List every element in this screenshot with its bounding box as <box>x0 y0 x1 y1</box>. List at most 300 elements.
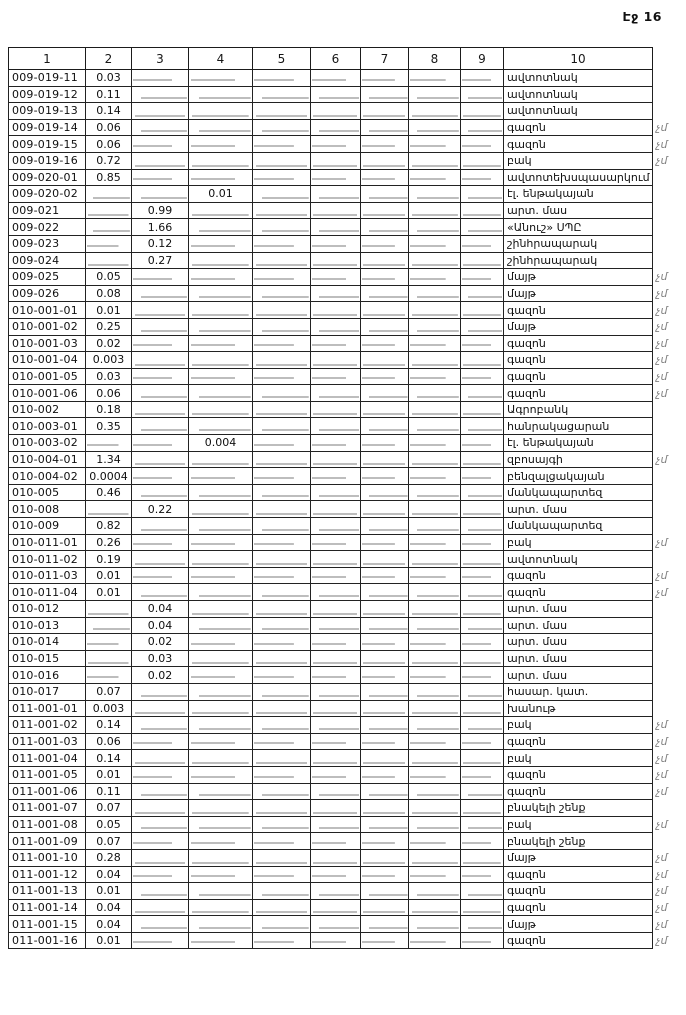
area-value-cell <box>409 484 461 501</box>
area-value-cell <box>132 551 189 568</box>
area-value-cell <box>253 335 311 352</box>
area-value-cell <box>132 717 189 734</box>
area-value-cell <box>311 418 361 435</box>
table-row <box>9 385 686 402</box>
area-value-cell <box>189 385 253 402</box>
parcel-code-cell: 010-011-02 <box>9 551 86 568</box>
area-value-cell <box>461 634 504 651</box>
area-value-cell <box>409 766 461 783</box>
parcel-code-cell: 011-001-03 <box>9 733 86 750</box>
area-value-cell <box>311 468 361 485</box>
area-value-cell <box>409 368 461 385</box>
parcel-code-cell: 010-016 <box>9 667 86 684</box>
area-value-cell <box>409 468 461 485</box>
area-value-cell <box>189 235 253 252</box>
parcel-code-cell: 010-005 <box>9 484 86 501</box>
land-use-cell: բնակելի շենք <box>504 800 653 817</box>
parcel-code-cell: 009-025 <box>9 269 86 286</box>
area-value-cell <box>311 601 361 618</box>
area-value-cell <box>461 385 504 402</box>
area-value-cell <box>409 252 461 269</box>
area-value-cell <box>361 335 409 352</box>
area-value-cell <box>253 534 311 551</box>
area-value-cell <box>361 152 409 169</box>
area-value-cell <box>311 700 361 717</box>
land-use-cell: հանրակացարան <box>504 418 653 435</box>
area-value-cell <box>461 551 504 568</box>
land-use-cell: գազոն <box>504 368 653 385</box>
parcel-code-cell: 009-019-12 <box>9 86 86 103</box>
area-value-cell: 0.14 <box>86 717 132 734</box>
area-value-cell <box>132 733 189 750</box>
land-use-cell: բակ <box>504 816 653 833</box>
area-value-cell <box>253 136 311 153</box>
area-value-cell <box>409 269 461 286</box>
area-value-cell <box>253 601 311 618</box>
area-value-cell <box>311 750 361 767</box>
area-value-cell <box>409 683 461 700</box>
area-value-cell <box>461 202 504 219</box>
margin-note: չմ <box>656 851 668 865</box>
parcel-code-cell: 009-024 <box>9 252 86 269</box>
margin-note: չմ <box>656 718 668 732</box>
parcel-code-cell: 011-001-12 <box>9 866 86 883</box>
parcel-code-cell: 011-001-01 <box>9 700 86 717</box>
area-value-cell <box>461 567 504 584</box>
area-value-cell <box>409 866 461 883</box>
area-value-cell <box>461 700 504 717</box>
area-value-cell: 0.04 <box>132 601 189 618</box>
column-header: 2 <box>86 48 132 70</box>
area-value-cell <box>132 86 189 103</box>
area-value-cell: 0.27 <box>132 252 189 269</box>
area-value-cell <box>361 634 409 651</box>
margin-note <box>653 235 686 252</box>
table-row <box>9 484 686 501</box>
area-value-cell <box>86 634 132 651</box>
area-value-cell <box>189 103 253 120</box>
area-value-cell <box>461 667 504 684</box>
land-use-cell: գազոն <box>504 733 653 750</box>
land-use-cell: գազոն <box>504 766 653 783</box>
area-value-cell <box>132 584 189 601</box>
land-use-cell: ավտոտնակ <box>504 70 653 87</box>
area-value-cell <box>253 833 311 850</box>
area-value-cell <box>189 285 253 302</box>
area-value-cell <box>132 352 189 369</box>
margin-note: չմ <box>656 818 668 832</box>
area-value-cell <box>189 584 253 601</box>
area-value-cell <box>461 219 504 236</box>
area-value-cell <box>311 650 361 667</box>
margin-note <box>653 401 686 418</box>
area-value-cell <box>132 152 189 169</box>
area-value-cell <box>461 169 504 186</box>
area-value-cell <box>253 766 311 783</box>
land-use-cell: մայթ <box>504 318 653 335</box>
area-value-cell <box>253 318 311 335</box>
land-use-cell: շինհրապարակ <box>504 252 653 269</box>
margin-note <box>653 186 686 203</box>
area-value-cell <box>189 352 253 369</box>
area-value-cell <box>409 800 461 817</box>
area-value-cell <box>361 584 409 601</box>
area-value-cell <box>361 252 409 269</box>
area-value-cell <box>189 169 253 186</box>
area-value-cell <box>311 617 361 634</box>
area-value-cell <box>132 385 189 402</box>
table-row <box>9 849 686 866</box>
area-value-cell <box>461 435 504 452</box>
area-value-cell <box>189 534 253 551</box>
area-value-cell <box>189 601 253 618</box>
area-value-cell <box>311 534 361 551</box>
area-value-cell <box>361 484 409 501</box>
area-value-cell <box>132 800 189 817</box>
area-value-cell <box>311 152 361 169</box>
area-value-cell <box>361 783 409 800</box>
area-value-cell <box>361 750 409 767</box>
area-value-cell: 0.0004 <box>86 468 132 485</box>
margin-note <box>653 634 686 651</box>
area-value-cell <box>132 783 189 800</box>
area-value-cell <box>311 302 361 319</box>
area-value-cell <box>461 152 504 169</box>
area-value-cell <box>253 700 311 717</box>
area-value-cell <box>86 501 132 518</box>
area-value-cell <box>253 783 311 800</box>
parcel-code-cell: 010-001-02 <box>9 318 86 335</box>
table-row <box>9 584 686 601</box>
area-value-cell <box>189 849 253 866</box>
land-use-cell: բակ <box>504 534 653 551</box>
area-value-cell <box>461 70 504 87</box>
area-value-cell <box>409 219 461 236</box>
margin-note: չմ <box>656 768 668 782</box>
parcel-code-cell: 011-001-02 <box>9 717 86 734</box>
table-row <box>9 401 686 418</box>
column-header: 7 <box>361 48 409 70</box>
area-value-cell <box>253 501 311 518</box>
land-use-cell: գազոն <box>504 899 653 916</box>
area-value-cell <box>132 451 189 468</box>
area-value-cell <box>461 318 504 335</box>
area-value-cell <box>361 899 409 916</box>
table-row <box>9 567 686 584</box>
area-value-cell <box>461 136 504 153</box>
area-value-cell: 0.11 <box>86 86 132 103</box>
area-value-cell <box>132 401 189 418</box>
land-use-cell: բենզալցակայան <box>504 468 653 485</box>
area-value-cell: 0.11 <box>86 783 132 800</box>
table-row <box>9 219 686 236</box>
table-row <box>9 368 686 385</box>
area-value-cell <box>311 401 361 418</box>
area-value-cell <box>132 285 189 302</box>
area-value-cell <box>361 833 409 850</box>
area-value-cell <box>361 617 409 634</box>
area-value-cell <box>189 683 253 700</box>
area-value-cell <box>189 833 253 850</box>
area-value-cell <box>361 700 409 717</box>
area-value-cell <box>86 617 132 634</box>
table-row <box>9 800 686 817</box>
table-row <box>9 169 686 186</box>
area-value-cell <box>361 766 409 783</box>
parcel-code-cell: 010-001-01 <box>9 302 86 319</box>
area-value-cell <box>253 70 311 87</box>
area-value-cell <box>132 766 189 783</box>
margin-note <box>653 468 686 485</box>
area-value-cell <box>461 335 504 352</box>
land-use-cell: արտ. մաս <box>504 634 653 651</box>
area-value-cell: 0.03 <box>86 70 132 87</box>
parcel-code-cell: 010-003-01 <box>9 418 86 435</box>
area-value-cell: 0.28 <box>86 849 132 866</box>
area-value-cell <box>189 717 253 734</box>
area-value-cell <box>189 484 253 501</box>
parcel-code-cell: 009-019-11 <box>9 70 86 87</box>
area-value-cell <box>253 916 311 933</box>
area-value-cell <box>461 285 504 302</box>
table-row <box>9 783 686 800</box>
table-row <box>9 318 686 335</box>
area-value-cell <box>461 899 504 916</box>
column-header: 10 <box>504 48 653 70</box>
area-value-cell <box>409 584 461 601</box>
area-value-cell <box>189 86 253 103</box>
table-row <box>9 899 686 916</box>
area-value-cell <box>361 534 409 551</box>
area-value-cell <box>311 667 361 684</box>
parcel-code-cell: 011-001-16 <box>9 932 86 949</box>
area-value-cell <box>409 435 461 452</box>
parcel-code-cell: 009-026 <box>9 285 86 302</box>
area-value-cell <box>132 816 189 833</box>
area-value-cell <box>461 750 504 767</box>
area-value-cell: 0.06 <box>86 136 132 153</box>
column-header: 4 <box>189 48 253 70</box>
area-value-cell <box>253 269 311 286</box>
area-value-cell <box>86 667 132 684</box>
area-value-cell <box>409 235 461 252</box>
area-value-cell <box>461 119 504 136</box>
table-row <box>9 435 686 452</box>
area-value-cell <box>132 435 189 452</box>
parcel-code-cell: 010-009 <box>9 518 86 535</box>
land-use-cell: «Անուշ» ՍՊԸ <box>504 219 653 236</box>
area-value-cell: 0.07 <box>86 800 132 817</box>
area-value-cell <box>189 501 253 518</box>
land-use-cell: գազոն <box>504 136 653 153</box>
margin-note: չմ <box>656 137 668 151</box>
table-header-row <box>9 48 686 70</box>
area-value-cell: 0.02 <box>86 335 132 352</box>
area-value-cell <box>361 70 409 87</box>
margin-note: չմ <box>656 287 668 301</box>
area-value-cell <box>461 352 504 369</box>
table-row <box>9 136 686 153</box>
area-value-cell <box>311 833 361 850</box>
area-value-cell <box>409 567 461 584</box>
area-value-cell <box>132 849 189 866</box>
area-value-cell: 0.26 <box>86 534 132 551</box>
area-value-cell <box>361 401 409 418</box>
parcel-code-cell: 010-017 <box>9 683 86 700</box>
parcel-code-cell: 009-021 <box>9 202 86 219</box>
margin-note: չմ <box>656 884 668 898</box>
area-value-cell <box>189 650 253 667</box>
area-value-cell <box>311 916 361 933</box>
area-value-cell: 0.72 <box>86 152 132 169</box>
area-value-cell <box>86 435 132 452</box>
table-row <box>9 733 686 750</box>
area-value-cell <box>409 816 461 833</box>
area-value-cell <box>461 86 504 103</box>
area-value-cell <box>189 700 253 717</box>
area-value-cell: 0.04 <box>86 866 132 883</box>
area-value-cell: 1.34 <box>86 451 132 468</box>
area-value-cell <box>132 103 189 120</box>
margin-note <box>653 650 686 667</box>
land-use-cell: մայթ <box>504 849 653 866</box>
land-use-cell: գազոն <box>504 866 653 883</box>
area-value-cell <box>86 186 132 203</box>
area-value-cell <box>409 750 461 767</box>
area-value-cell <box>311 352 361 369</box>
area-value-cell <box>311 800 361 817</box>
area-value-cell: 0.01 <box>86 302 132 319</box>
parcel-code-cell: 010-004-02 <box>9 468 86 485</box>
land-use-cell: զբոսայգի <box>504 451 653 468</box>
area-value-cell <box>361 683 409 700</box>
land-use-cell: ավտոտնակ <box>504 551 653 568</box>
column-header: 3 <box>132 48 189 70</box>
land-use-cell: հասար. կատ. <box>504 683 653 700</box>
margin-note <box>653 683 686 700</box>
parcel-code-cell: 010-001-03 <box>9 335 86 352</box>
land-use-cell: մանկապարտեզ <box>504 518 653 535</box>
area-value-cell <box>461 650 504 667</box>
land-use-cell: մայթ <box>504 916 653 933</box>
margin-note: չմ <box>656 452 668 466</box>
table-row <box>9 186 686 203</box>
area-value-cell <box>189 551 253 568</box>
land-use-cell: գազոն <box>504 385 653 402</box>
area-value-cell <box>253 103 311 120</box>
margin-note <box>653 435 686 452</box>
margin-note <box>653 617 686 634</box>
area-value-cell <box>409 285 461 302</box>
area-value-cell <box>132 368 189 385</box>
area-value-cell <box>409 385 461 402</box>
parcel-code-cell: 010-011-04 <box>9 584 86 601</box>
area-value-cell <box>253 119 311 136</box>
area-value-cell <box>311 816 361 833</box>
land-use-cell: գազոն <box>504 335 653 352</box>
area-value-cell <box>253 800 311 817</box>
area-value-cell <box>189 800 253 817</box>
area-value-cell <box>409 551 461 568</box>
area-value-cell <box>253 169 311 186</box>
parcel-code-cell: 011-001-15 <box>9 916 86 933</box>
area-value-cell: 0.14 <box>86 750 132 767</box>
margin-note: չմ <box>656 154 668 168</box>
area-value-cell <box>253 866 311 883</box>
area-value-cell <box>461 866 504 883</box>
area-value-cell: 0.19 <box>86 551 132 568</box>
parcel-code-cell: 009-022 <box>9 219 86 236</box>
parcel-code-cell: 010-002 <box>9 401 86 418</box>
margin-note: չմ <box>656 336 668 350</box>
area-value-cell: 0.07 <box>86 683 132 700</box>
area-value-cell <box>311 584 361 601</box>
area-value-cell <box>253 302 311 319</box>
area-value-cell <box>361 103 409 120</box>
margin-note: չմ <box>656 386 668 400</box>
area-value-cell <box>189 451 253 468</box>
area-value-cell <box>189 335 253 352</box>
area-value-cell <box>409 849 461 866</box>
parcel-code-cell: 011-001-10 <box>9 849 86 866</box>
margin-note <box>653 103 686 120</box>
parcel-code-cell: 011-001-08 <box>9 816 86 833</box>
margin-note: չմ <box>656 900 668 914</box>
land-use-cell: արտ. մաս <box>504 601 653 618</box>
area-value-cell <box>253 385 311 402</box>
area-value-cell <box>361 368 409 385</box>
area-value-cell: 0.06 <box>86 119 132 136</box>
area-value-cell <box>132 700 189 717</box>
area-value-cell: 0.003 <box>86 352 132 369</box>
area-value-cell <box>409 501 461 518</box>
margin-note: չմ <box>656 867 668 881</box>
area-value-cell <box>461 302 504 319</box>
area-value-cell <box>132 932 189 949</box>
area-value-cell <box>189 252 253 269</box>
area-value-cell <box>189 318 253 335</box>
area-value-cell <box>361 800 409 817</box>
area-value-cell <box>253 634 311 651</box>
area-value-cell <box>311 219 361 236</box>
margin-note: չմ <box>656 320 668 334</box>
area-value-cell <box>189 401 253 418</box>
table-row <box>9 335 686 352</box>
land-use-cell: արտ. մաս <box>504 501 653 518</box>
area-value-cell <box>361 318 409 335</box>
area-value-cell <box>461 368 504 385</box>
area-value-cell <box>409 169 461 186</box>
area-value-cell <box>311 169 361 186</box>
area-value-cell <box>361 285 409 302</box>
area-value-cell <box>189 634 253 651</box>
area-value-cell: 0.04 <box>86 916 132 933</box>
margin-note: չմ <box>656 535 668 549</box>
land-use-cell: բնակելի շենք <box>504 833 653 850</box>
table-row <box>9 750 686 767</box>
area-value-cell <box>311 717 361 734</box>
area-value-cell <box>311 318 361 335</box>
area-value-cell <box>311 103 361 120</box>
area-value-cell <box>253 235 311 252</box>
column-header: 9 <box>461 48 504 70</box>
margin-note: չմ <box>656 735 668 749</box>
margin-note: չմ <box>656 270 668 284</box>
area-value-cell <box>361 385 409 402</box>
area-value-cell <box>189 302 253 319</box>
table-row <box>9 700 686 717</box>
area-value-cell <box>86 252 132 269</box>
